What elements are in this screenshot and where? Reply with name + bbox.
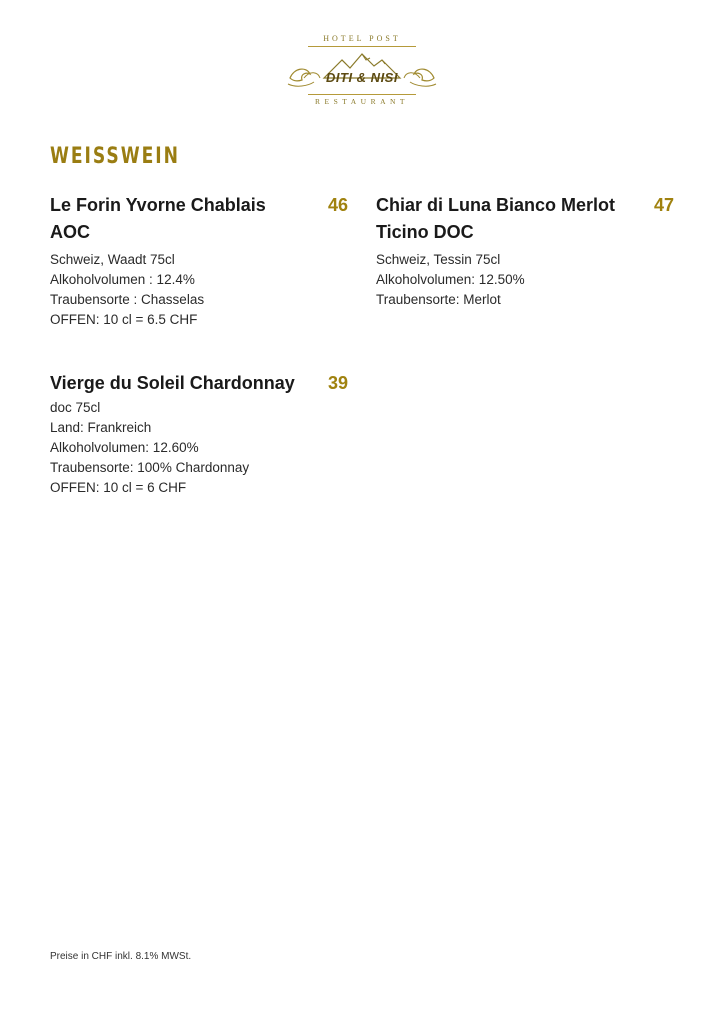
item-name-line2: AOC bbox=[50, 222, 90, 242]
item-details bbox=[376, 250, 525, 310]
item-detail-line: OFFEN: 10 cl = 6 CHF bbox=[50, 480, 187, 495]
section-title: WEISSWEIN bbox=[50, 144, 180, 169]
item-detail-line: Schweiz, Tessin 75cl bbox=[376, 252, 501, 267]
item-name bbox=[50, 192, 266, 246]
item-name-line1: Vierge du Soleil Chardonnay bbox=[50, 373, 295, 393]
item-name-line1: Chiar di Luna Bianco Merlot bbox=[376, 195, 616, 215]
item-details bbox=[50, 398, 249, 498]
item-detail-line: Alkoholvolumen: 12.50% bbox=[376, 272, 525, 287]
item-detail-line: Alkoholvolumen : 12.4% bbox=[50, 272, 195, 287]
item-detail-line: Alkoholvolumen: 12.60% bbox=[50, 440, 199, 455]
item-detail-line: Land: Frankreich bbox=[50, 420, 152, 435]
logo-divider-top bbox=[308, 46, 416, 47]
item-name-line2: Ticino DOC bbox=[376, 222, 474, 242]
item-details bbox=[50, 250, 204, 330]
item-price: 47 bbox=[653, 195, 674, 215]
item-detail-line: Traubensorte: Merlot bbox=[376, 292, 501, 307]
item-detail-line: Traubensorte : Chasselas bbox=[50, 292, 205, 307]
item-price: 46 bbox=[327, 195, 348, 215]
logo-divider-bottom bbox=[308, 94, 416, 95]
item-detail-line: Traubensorte: 100% Chardonnay bbox=[50, 460, 250, 475]
item-name bbox=[376, 192, 615, 246]
item-name-line1: Le Forin Yvorne Chablais bbox=[50, 195, 266, 215]
price-footnote: Preise in CHF inkl. 8.1% MWSt. bbox=[50, 951, 192, 962]
logo-name: DITI & NISI bbox=[326, 70, 398, 85]
item-detail-line: doc 75cl bbox=[50, 400, 101, 415]
logo-bottom-text: RESTAURANT bbox=[315, 97, 409, 106]
item-detail-line: Schweiz, Waadt 75cl bbox=[50, 252, 175, 267]
item-price: 39 bbox=[327, 373, 348, 393]
logo-top-text: HOTEL POST bbox=[323, 34, 401, 43]
item-detail-line: OFFEN: 10 cl = 6.5 CHF bbox=[50, 312, 198, 327]
item-name bbox=[50, 370, 295, 397]
restaurant-logo bbox=[284, 34, 440, 110]
